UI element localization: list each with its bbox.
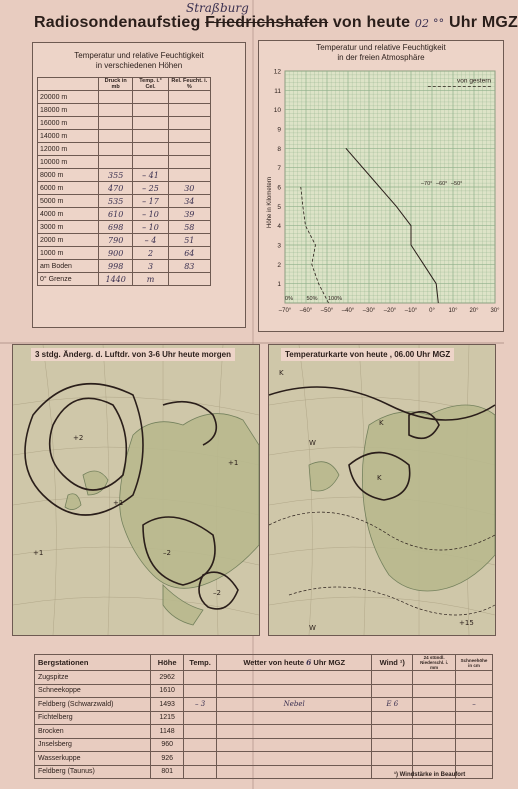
row-pressure: 470 [99, 182, 133, 195]
station-precip [413, 684, 456, 698]
humidity-tick-label: 50% [306, 296, 318, 302]
row-humidity: 58 [168, 221, 210, 234]
row-pressure: 790 [99, 234, 133, 247]
table-row [38, 234, 211, 247]
stations-table [34, 654, 493, 779]
station-name: Feldberg (Schwarzwald) [35, 698, 151, 712]
humidity-tick-label: 0% [285, 296, 293, 302]
svg-text:+1: +1 [113, 499, 124, 507]
pressure-map-drawing [13, 345, 259, 635]
pressure-map-title: 3 stdg. Änderg. d. Luftdr. von 3-6 Uhr heute morgen [31, 348, 235, 361]
row-temp: – 10 [133, 221, 168, 234]
table-row [38, 91, 211, 104]
station-height: 1215 [151, 711, 184, 725]
station-precip [413, 738, 456, 752]
footnote: ¹) Windstärke in Beaufort [394, 772, 466, 778]
row-humidity: 83 [168, 260, 210, 273]
station-temp [184, 684, 217, 698]
temperature-map-time: , 06.00 Uhr MGZ [389, 350, 451, 359]
row-pressure: 998 [99, 260, 133, 273]
table-row [38, 169, 211, 182]
table-row [38, 260, 211, 273]
station-weather [217, 738, 372, 752]
table-row [38, 130, 211, 143]
temperature-map-drawing [269, 345, 495, 635]
x-tick-label: –40° [341, 308, 355, 314]
profile-title-1: Temperatur und relative Feuchtigkeit [316, 43, 446, 52]
y-tick-label: 8 [277, 145, 281, 153]
row-pressure: 698 [99, 221, 133, 234]
zero-empty [168, 273, 210, 286]
row-level: 1000 m [38, 247, 99, 260]
table-row [35, 684, 493, 698]
svg-text:W: W [309, 439, 316, 447]
station-weather [217, 725, 372, 739]
row-temp [133, 104, 168, 117]
station-height: 1610 [151, 684, 184, 698]
row-temp: 3 [133, 260, 168, 273]
y-tick-label: 3 [277, 242, 281, 250]
station-snow [456, 711, 493, 725]
temperature-map-title-text: Temperaturkarte von heute [285, 350, 388, 359]
handwritten-city: Straßburg [186, 1, 249, 15]
col-weather-post: Uhr MGZ [313, 658, 346, 667]
row-humidity: 34 [168, 195, 210, 208]
row-humidity: 64 [168, 247, 210, 260]
row-level: 14000 m [38, 130, 99, 143]
station-name: Jnselsberg [35, 738, 151, 752]
zero-unit: m [133, 273, 168, 286]
row-humidity [168, 117, 210, 130]
row-humidity [168, 91, 210, 104]
station-weather [217, 684, 372, 698]
svg-text:K: K [379, 419, 384, 427]
station-wind [372, 711, 413, 725]
svg-text:–2: –2 [163, 549, 171, 557]
page-title [34, 14, 518, 32]
row-level: am Boden [38, 260, 99, 273]
svg-text:W: W [309, 624, 316, 632]
station-snow: – [456, 698, 493, 712]
station-snow [456, 671, 493, 685]
x-tick-label: 0° [429, 308, 435, 314]
station-height: 1493 [151, 698, 184, 712]
row-pressure: 355 [99, 169, 133, 182]
station-wind: E 6 [372, 698, 413, 712]
row-humidity [168, 169, 210, 182]
temperature-map-title [281, 348, 454, 361]
svg-text:–2: –2 [213, 589, 221, 597]
table-row [35, 711, 493, 725]
title-suffix: Uhr MGZ [449, 14, 518, 31]
y-tick-label: 2 [277, 261, 281, 269]
zero-label: 0° Grenze [38, 273, 99, 286]
row-pressure [99, 143, 133, 156]
station-temp [184, 671, 217, 685]
row-temp [133, 143, 168, 156]
row-level: 5000 m [38, 195, 99, 208]
row-temp: – 10 [133, 208, 168, 221]
station-height: 960 [151, 738, 184, 752]
table-row [35, 698, 493, 712]
x-tick-label: –10° [404, 308, 418, 314]
table-row [38, 195, 211, 208]
row-temp [133, 117, 168, 130]
heights-table-panel [32, 42, 246, 328]
row-level: 4000 m [38, 208, 99, 221]
temperature-map [268, 344, 496, 636]
row-level: 10000 m [38, 156, 99, 169]
heights-table-title-1: Temperatur und relative Feuchtigkeit [74, 51, 204, 60]
col-station: Bergstationen [35, 655, 151, 671]
row-temp: – 17 [133, 195, 168, 208]
y-tick-label: 10 [273, 107, 281, 115]
row-humidity [168, 156, 210, 169]
row-pressure [99, 104, 133, 117]
svg-text:+2: +2 [73, 434, 84, 442]
title-struck-city: Friedrichshafen [205, 14, 329, 31]
row-level: 18000 m [38, 104, 99, 117]
row-temp [133, 91, 168, 104]
row-level: 8000 m [38, 169, 99, 182]
humidity-tick-label: 100% [327, 296, 343, 302]
row-pressure [99, 91, 133, 104]
table-row [38, 247, 211, 260]
station-snow [456, 725, 493, 739]
station-temp [184, 752, 217, 766]
col-precip: 24 stündl. Niederschl. i. mm [413, 655, 456, 671]
y-tick-label: 5 [277, 203, 281, 211]
y-axis-label: Höhe in Kilometern [267, 176, 273, 228]
svg-text:+15: +15 [459, 619, 474, 627]
profile-title-2: in der freien Atmosphäre [337, 53, 425, 62]
pressure-change-map [12, 344, 260, 636]
y-tick-label: 11 [274, 87, 281, 95]
zero-value: 1440 [99, 273, 133, 286]
table-row [38, 104, 211, 117]
col-humidity: Rel. Feucht. i. % [168, 78, 210, 91]
x-tick-label: –30° [362, 308, 376, 314]
table-row [38, 156, 211, 169]
station-snow [456, 752, 493, 766]
station-name: Feldberg (Taunus) [35, 765, 151, 779]
station-height: 801 [151, 765, 184, 779]
station-wind [372, 725, 413, 739]
row-humidity: 51 [168, 234, 210, 247]
profile-chart [259, 41, 503, 331]
station-temp [184, 725, 217, 739]
col-level [38, 78, 99, 91]
station-name: Fichtelberg [35, 711, 151, 725]
col-height: Höhe [151, 655, 184, 671]
col-temp: Temp. [184, 655, 217, 671]
row-pressure [99, 117, 133, 130]
y-tick-label: 12 [273, 68, 281, 76]
y-tick-label: 7 [277, 165, 281, 173]
station-name: Zugspitze [35, 671, 151, 685]
x-tick-label: –50° [320, 308, 334, 314]
station-temp [184, 711, 217, 725]
row-level: 2000 m [38, 234, 99, 247]
x-tick-label: 20° [469, 308, 479, 314]
heights-table [37, 77, 211, 286]
row-humidity: 39 [168, 208, 210, 221]
legend-yesterday: von gestern [457, 77, 491, 85]
col-snow: Schneehöhe in cm [456, 655, 493, 671]
station-weather [217, 765, 372, 779]
title-prefix: Radiosondenaufstieg [34, 14, 201, 31]
stations-header-row [35, 655, 493, 671]
table-row [38, 143, 211, 156]
station-precip [413, 725, 456, 739]
row-level: 6000 m [38, 182, 99, 195]
col-weather-hw: 6 [306, 658, 312, 667]
table-row [38, 182, 211, 195]
row-temp [133, 130, 168, 143]
table-header-row [38, 78, 211, 91]
station-wind [372, 671, 413, 685]
stations-panel [34, 654, 493, 779]
x-tick-label: 10° [448, 308, 458, 314]
inner-tick-label: –60° [436, 181, 448, 188]
row-humidity [168, 130, 210, 143]
y-tick-label: 4 [277, 223, 281, 231]
row-level: 16000 m [38, 117, 99, 130]
row-temp [133, 156, 168, 169]
row-pressure: 610 [99, 208, 133, 221]
station-height: 926 [151, 752, 184, 766]
station-weather: Nebel [217, 698, 372, 712]
col-pressure: Druck in mb [99, 78, 133, 91]
col-weather [217, 655, 372, 671]
row-level: 20000 m [38, 91, 99, 104]
svg-text:K: K [279, 369, 284, 377]
x-tick-label: 30° [490, 308, 500, 314]
table-row [38, 208, 211, 221]
station-weather [217, 711, 372, 725]
handwritten-time: 02 °° [414, 17, 445, 30]
row-pressure: 900 [99, 247, 133, 260]
station-name: Schneekoppe [35, 684, 151, 698]
inner-tick-label: –70° [421, 181, 433, 188]
svg-text:K: K [377, 474, 382, 482]
row-pressure [99, 156, 133, 169]
row-level: 12000 m [38, 143, 99, 156]
col-temp: Temp. i.° Cel. [133, 78, 168, 91]
y-tick-label: 9 [277, 126, 281, 134]
station-wind [372, 752, 413, 766]
row-temp: – 4 [133, 234, 168, 247]
x-tick-label: –60° [299, 308, 313, 314]
station-precip [413, 671, 456, 685]
svg-text:+1: +1 [33, 549, 44, 557]
y-tick-label: 6 [277, 184, 281, 192]
station-temp [184, 765, 217, 779]
row-temp: – 41 [133, 169, 168, 182]
station-snow [456, 684, 493, 698]
row-temp: – 25 [133, 182, 168, 195]
table-row [38, 117, 211, 130]
table-row [35, 725, 493, 739]
station-wind [372, 738, 413, 752]
station-precip [413, 711, 456, 725]
station-name: Brocken [35, 725, 151, 739]
col-wind: Wind ¹) [372, 655, 413, 671]
row-humidity [168, 104, 210, 117]
station-temp: – 3 [184, 698, 217, 712]
y-tick-label: 1 [277, 281, 281, 289]
table-row [35, 752, 493, 766]
title-middle: von heute [332, 14, 411, 31]
row-humidity: 30 [168, 182, 210, 195]
row-pressure: 535 [99, 195, 133, 208]
row-pressure [99, 130, 133, 143]
row-level: 3000 m [38, 221, 99, 234]
station-wind [372, 684, 413, 698]
table-row-zero [38, 273, 211, 286]
station-temp [184, 738, 217, 752]
row-humidity [168, 143, 210, 156]
table-row [35, 671, 493, 685]
station-weather [217, 752, 372, 766]
inner-tick-label: –50° [451, 181, 463, 188]
row-temp: 2 [133, 247, 168, 260]
table-row [35, 738, 493, 752]
station-weather [217, 671, 372, 685]
heights-table-title-2: in verschiedenen Höhen [95, 61, 183, 70]
x-tick-label: –20° [383, 308, 397, 314]
svg-text:+1: +1 [228, 459, 239, 467]
station-snow [456, 738, 493, 752]
x-tick-label: –70° [278, 308, 292, 314]
station-precip [413, 698, 456, 712]
station-name: Wasserkuppe [35, 752, 151, 766]
profile-chart-panel [258, 40, 504, 332]
station-height: 2962 [151, 671, 184, 685]
station-precip [413, 752, 456, 766]
col-weather-pre: Wetter von heute [243, 658, 305, 667]
station-height: 1148 [151, 725, 184, 739]
table-row [38, 221, 211, 234]
